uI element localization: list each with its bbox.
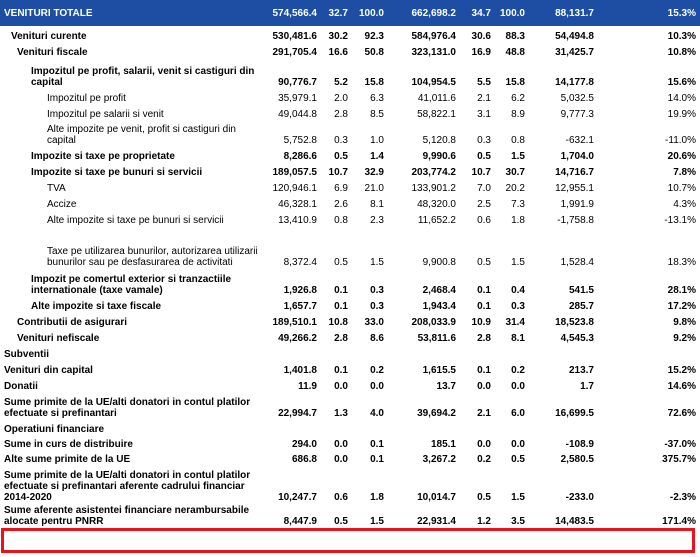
value-cell: 1,926.8 — [283, 285, 317, 296]
value-cell: 100.0 — [495, 0, 529, 26]
value-cell: 11,652.2 — [417, 215, 456, 226]
value-cell: 5,752.8 — [283, 135, 317, 146]
row-label: Impozitul pe profit, salarii, venit si castiguri din capital — [31, 66, 255, 88]
value-cell: 7.3 — [511, 199, 525, 210]
value-cell: 9,777.3 — [560, 109, 594, 120]
value-cell: 6.3 — [370, 93, 384, 104]
value-cell: 16,699.5 — [555, 408, 594, 419]
table-row — [0, 146, 700, 162]
value-cell: 0.3 — [370, 301, 384, 312]
value-cell: 2.1 — [477, 93, 491, 104]
value-cell: 0.2 — [370, 365, 384, 376]
value-cell: 541.5 — [568, 285, 594, 296]
table-row — [0, 296, 700, 312]
value-cell: 203,774.2 — [411, 167, 456, 178]
value-cell: 0.0 — [477, 381, 491, 392]
value-cell: 16.9 — [471, 47, 491, 58]
value-cell: 0.3 — [334, 135, 348, 146]
value-cell: -37.0% — [664, 439, 696, 450]
table-row — [0, 328, 700, 344]
table-row — [0, 226, 700, 268]
value-cell — [598, 344, 700, 360]
table-row — [0, 360, 700, 376]
row-label: Sume primite de la UE/alti donatori in contul platilor efectuate si prefinantari aferente cadrului financiar 2014-2020 — [4, 470, 251, 503]
value-cell: 5.2 — [334, 77, 348, 88]
value-cell: 31,425.7 — [555, 47, 594, 58]
value-cell — [352, 419, 388, 435]
value-cell: 14,483.5 — [555, 516, 594, 527]
value-cell: 49,044.8 — [278, 109, 317, 120]
table-row — [0, 120, 700, 146]
value-cell: 6.2 — [511, 93, 525, 104]
value-cell: 15.2% — [667, 365, 696, 376]
value-cell: 0.1 — [477, 285, 491, 296]
value-cell: 0.1 — [477, 301, 491, 312]
value-cell: 2.5 — [477, 199, 491, 210]
value-cell: 0.5 — [511, 454, 525, 465]
value-cell: 189,510.1 — [272, 317, 317, 328]
value-cell: 0.0 — [334, 439, 348, 450]
value-cell: 1,615.5 — [422, 365, 456, 376]
value-cell: 0.0 — [511, 381, 525, 392]
value-cell: 15.8 — [505, 77, 525, 88]
value-cell — [352, 344, 388, 360]
value-cell: 72.6% — [667, 408, 696, 419]
value-cell: 1,657.7 — [283, 301, 317, 312]
value-cell: 0.5 — [477, 151, 491, 162]
value-cell: 8,447.9 — [283, 516, 317, 527]
value-cell: 1,991.9 — [560, 199, 594, 210]
value-cell: 90,776.7 — [278, 77, 317, 88]
value-cell: 12,955.1 — [555, 183, 594, 194]
value-cell: 41,011.6 — [417, 93, 456, 104]
value-cell: 375.7% — [662, 454, 696, 465]
value-cell: 2.8 — [334, 333, 348, 344]
value-cell: 0.3 — [511, 301, 525, 312]
row-label: Venituri fiscale — [17, 47, 88, 58]
value-cell — [260, 419, 321, 435]
row-label: Alte impozite pe venit, profit si castiguri din capital — [47, 124, 236, 146]
value-cell: 0.5 — [334, 257, 348, 268]
value-cell: 4.0 — [370, 408, 384, 419]
value-cell: 10.7% — [667, 183, 696, 194]
value-cell: 33.0 — [364, 317, 384, 328]
value-cell: -233.0 — [565, 492, 594, 503]
value-cell: 10,014.7 — [417, 492, 456, 503]
value-cell: 5,120.8 — [422, 135, 456, 146]
value-cell: 0.0 — [370, 381, 384, 392]
value-cell: 1.4 — [370, 151, 384, 162]
value-cell: 22,931.4 — [417, 516, 456, 527]
value-cell: 34.7 — [460, 0, 495, 26]
value-cell: 0.1 — [370, 439, 384, 450]
value-cell: 133,901.2 — [411, 183, 456, 194]
value-cell: 2.6 — [334, 199, 348, 210]
value-cell — [388, 419, 460, 435]
value-cell: 10.8 — [328, 317, 348, 328]
value-cell: 120,946.1 — [272, 183, 317, 194]
value-cell: 2.8 — [334, 109, 348, 120]
value-cell: 14,716.7 — [555, 167, 594, 178]
value-cell: 20.6% — [667, 151, 696, 162]
value-cell: 1,401.8 — [283, 365, 317, 376]
value-cell: 13.7 — [436, 381, 456, 392]
value-cell: 0.0 — [511, 439, 525, 450]
value-cell: 92.3 — [364, 31, 384, 42]
table-row — [0, 465, 700, 503]
value-cell: 20.2 — [505, 183, 525, 194]
value-cell: 189,057.5 — [272, 167, 317, 178]
value-cell: 6.0 — [511, 408, 525, 419]
value-cell: 0.4 — [511, 285, 525, 296]
row-label: Venituri din capital — [4, 365, 93, 376]
value-cell: 17.2% — [667, 301, 696, 312]
value-cell: 18,523.8 — [555, 317, 594, 328]
value-cell: 10,247.7 — [278, 492, 317, 503]
value-cell: 28.1% — [667, 285, 696, 296]
value-cell: 10.3% — [667, 31, 696, 42]
value-cell: 0.5 — [477, 257, 491, 268]
value-cell: -11.0% — [665, 135, 696, 146]
value-cell: 8,372.4 — [283, 257, 317, 268]
value-cell: 49,266.2 — [278, 333, 317, 344]
value-cell: 2,580.5 — [560, 454, 594, 465]
value-cell: 0.1 — [334, 285, 348, 296]
value-cell: 0.5 — [334, 151, 348, 162]
value-cell: 14.6% — [667, 381, 696, 392]
table-row — [0, 104, 700, 120]
pnrr-row-highlight-frame — [1, 528, 695, 553]
value-cell: 3.1 — [477, 109, 491, 120]
table-row — [0, 210, 700, 226]
value-cell: 0.0 — [334, 454, 348, 465]
value-cell: 2,468.4 — [422, 285, 456, 296]
value-cell: 8,286.6 — [283, 151, 317, 162]
row-label: Venituri curente — [11, 31, 87, 42]
value-cell: 2.0 — [334, 93, 348, 104]
value-cell: 0.0 — [334, 381, 348, 392]
value-cell: 1.5 — [511, 151, 525, 162]
value-cell: 8.6 — [370, 333, 384, 344]
value-cell: 323,131.0 — [411, 47, 456, 58]
value-cell: 22,994.7 — [278, 408, 317, 419]
table-row — [0, 392, 700, 419]
table-row — [0, 419, 700, 435]
value-cell: 15.3% — [598, 0, 700, 26]
value-cell: 208,033.9 — [411, 317, 456, 328]
value-cell: 8.1 — [370, 199, 384, 210]
table-row — [0, 88, 700, 104]
row-label: Alte impozite si taxe fiscale — [31, 301, 162, 312]
value-cell: 13,410.9 — [278, 215, 317, 226]
value-cell — [321, 344, 352, 360]
value-cell: 10.9 — [471, 317, 491, 328]
value-cell: 46,328.1 — [278, 199, 317, 210]
value-cell: 5.5 — [477, 77, 491, 88]
row-label: VENITURI TOTALE — [0, 0, 260, 26]
row-label: Accize — [47, 199, 77, 210]
value-cell: 530,481.6 — [272, 31, 317, 42]
value-cell: 10.8% — [667, 47, 696, 58]
value-cell: 35,979.1 — [278, 93, 317, 104]
row-label: Contributii de asigurari — [17, 317, 128, 328]
value-cell: 10.7 — [471, 167, 491, 178]
table-row — [0, 194, 700, 210]
value-cell — [495, 419, 529, 435]
table-row — [0, 42, 700, 58]
value-cell: 185.1 — [430, 439, 456, 450]
value-cell: 1.0 — [370, 135, 384, 146]
value-cell: 1.5 — [370, 257, 384, 268]
value-cell: 0.8 — [334, 215, 348, 226]
value-cell: 0.1 — [334, 301, 348, 312]
row-label: Alte sume primite de la UE — [4, 454, 131, 465]
row-label: Impozite si taxe pe proprietate — [31, 151, 175, 162]
value-cell: 18.3% — [667, 257, 696, 268]
value-cell: 2.3 — [370, 215, 384, 226]
value-cell: 1.2 — [477, 516, 491, 527]
value-cell: 31.4 — [505, 317, 525, 328]
table-row — [0, 162, 700, 178]
value-cell: 15.8 — [364, 77, 384, 88]
row-label: Alte impozite si taxe pe bunuri si servicii — [47, 215, 224, 226]
value-cell: 7.8% — [673, 167, 696, 178]
value-cell: 1.7 — [580, 381, 594, 392]
value-cell: 3.5 — [511, 516, 525, 527]
value-cell — [529, 344, 598, 360]
value-cell: 30.7 — [505, 167, 525, 178]
value-cell: 2.8 — [477, 333, 491, 344]
value-cell — [460, 419, 495, 435]
table-row — [0, 344, 700, 360]
row-label: Impozite si taxe pe bunuri si servicii — [31, 167, 203, 178]
row-label: Donatii — [4, 381, 38, 392]
value-cell: 8.9 — [511, 109, 525, 120]
table-row — [0, 268, 700, 296]
value-cell: 0.1 — [477, 365, 491, 376]
value-cell: -13.1% — [664, 215, 696, 226]
table-header-row — [0, 0, 700, 26]
value-cell: 1.5 — [370, 516, 384, 527]
value-cell: 30.6 — [471, 31, 491, 42]
value-cell: 0.8 — [511, 135, 525, 146]
table-row — [0, 312, 700, 328]
value-cell: 9.8% — [673, 317, 696, 328]
row-label: Impozitul pe profit — [47, 93, 126, 104]
value-cell: 53,811.6 — [417, 333, 456, 344]
value-cell: 14.0% — [667, 93, 696, 104]
row-label: Sume in curs de distribuire — [4, 439, 133, 450]
table-row — [0, 178, 700, 194]
value-cell: 1.3 — [334, 408, 348, 419]
value-cell: 1.5 — [511, 492, 525, 503]
value-cell: 9.2% — [673, 333, 696, 344]
value-cell: 10.7 — [328, 167, 348, 178]
value-cell: -2.3% — [669, 492, 696, 503]
table-row — [0, 503, 700, 527]
value-cell: 50.8 — [364, 47, 384, 58]
value-cell — [529, 419, 598, 435]
value-cell: 6.9 — [334, 183, 348, 194]
table-row — [0, 376, 700, 392]
row-label: Venituri nefiscale — [17, 333, 100, 344]
value-cell: 0.2 — [511, 365, 525, 376]
value-cell: 54,494.8 — [555, 31, 594, 42]
value-cell — [321, 419, 352, 435]
row-label: TVA — [47, 183, 66, 194]
value-cell: 1,704.0 — [560, 151, 594, 162]
value-cell: 294.0 — [291, 439, 317, 450]
row-label: Impozitul pe salarii si venit — [47, 109, 164, 120]
value-cell: -632.1 — [565, 135, 594, 146]
row-label: Subventii — [4, 349, 50, 360]
value-cell: 100.0 — [352, 0, 388, 26]
value-cell: 9,990.6 — [422, 151, 456, 162]
value-cell: 30.2 — [328, 31, 348, 42]
value-cell: 0.3 — [477, 135, 491, 146]
value-cell: 5,032.5 — [560, 93, 594, 104]
value-cell: 1,528.4 — [560, 257, 594, 268]
value-cell: 686.8 — [291, 454, 317, 465]
value-cell: 2.1 — [477, 408, 491, 419]
row-label: Sume aferente asistentei financiare nerambursabile alocate pentru PNRR — [4, 505, 250, 527]
value-cell — [260, 344, 321, 360]
value-cell: -108.9 — [565, 439, 594, 450]
value-cell: 16.6 — [328, 47, 348, 58]
value-cell: 1,943.4 — [422, 301, 456, 312]
value-cell — [495, 344, 529, 360]
value-cell: 0.2 — [477, 454, 491, 465]
value-cell: 574,566.4 — [260, 0, 321, 26]
value-cell: 19.9% — [667, 109, 696, 120]
value-cell: 291,705.4 — [272, 47, 317, 58]
value-cell: 584,976.4 — [411, 31, 456, 42]
value-cell: 9,900.8 — [422, 257, 456, 268]
value-cell: 3,267.2 — [422, 454, 456, 465]
value-cell: 15.6% — [667, 77, 696, 88]
value-cell: 7.0 — [477, 183, 491, 194]
row-label: Impozit pe comertul exterior si tranzactiile internationale (taxe vamale) — [31, 274, 232, 296]
value-cell: 0.1 — [334, 365, 348, 376]
value-cell: 39,694.2 — [417, 408, 456, 419]
value-cell: 48.8 — [505, 47, 525, 58]
value-cell: 58,822.1 — [417, 109, 456, 120]
value-cell: 8.5 — [370, 109, 384, 120]
value-cell: 14,177.8 — [555, 77, 594, 88]
value-cell — [598, 419, 700, 435]
value-cell: 88.3 — [505, 31, 525, 42]
value-cell: 662,698.2 — [388, 0, 460, 26]
table-row — [0, 58, 700, 88]
value-cell: 48,320.0 — [417, 199, 456, 210]
value-cell: 285.7 — [568, 301, 594, 312]
table-row — [0, 26, 700, 42]
value-cell: 0.6 — [334, 492, 348, 503]
value-cell — [460, 344, 495, 360]
value-cell: 0.1 — [370, 454, 384, 465]
value-cell — [388, 344, 460, 360]
value-cell: 32.9 — [364, 167, 384, 178]
row-label: Sume primite de la UE/alti donatori in contul platilor efectuate si prefinantari — [4, 397, 251, 419]
value-cell: 88,131.7 — [529, 0, 598, 26]
value-cell: 0.3 — [370, 285, 384, 296]
value-cell: 0.6 — [477, 215, 491, 226]
value-cell: 4,545.3 — [560, 333, 594, 344]
value-cell: 4.3% — [673, 199, 696, 210]
value-cell: 0.5 — [477, 492, 491, 503]
value-cell: 8.1 — [511, 333, 525, 344]
value-cell: 11.9 — [298, 381, 317, 392]
value-cell: 1.5 — [511, 257, 525, 268]
value-cell: 213.7 — [568, 365, 594, 376]
value-cell: 171.4% — [662, 516, 696, 527]
table-row — [0, 435, 700, 450]
value-cell: 1.8 — [370, 492, 384, 503]
value-cell: 0.0 — [477, 439, 491, 450]
value-cell: 0.5 — [334, 516, 348, 527]
value-cell: 21.0 — [364, 183, 384, 194]
value-cell: -1,758.8 — [557, 215, 594, 226]
row-label: Operatiuni financiare — [4, 424, 105, 435]
value-cell: 104,954.5 — [411, 77, 456, 88]
value-cell: 32.7 — [321, 0, 352, 26]
table-row — [0, 450, 700, 465]
value-cell: 1.8 — [511, 215, 525, 226]
row-label: Taxe pe utilizarea bunurilor, autorizarea utilizarii bunurilor sau pe desfasurarea de activitati — [47, 246, 258, 268]
